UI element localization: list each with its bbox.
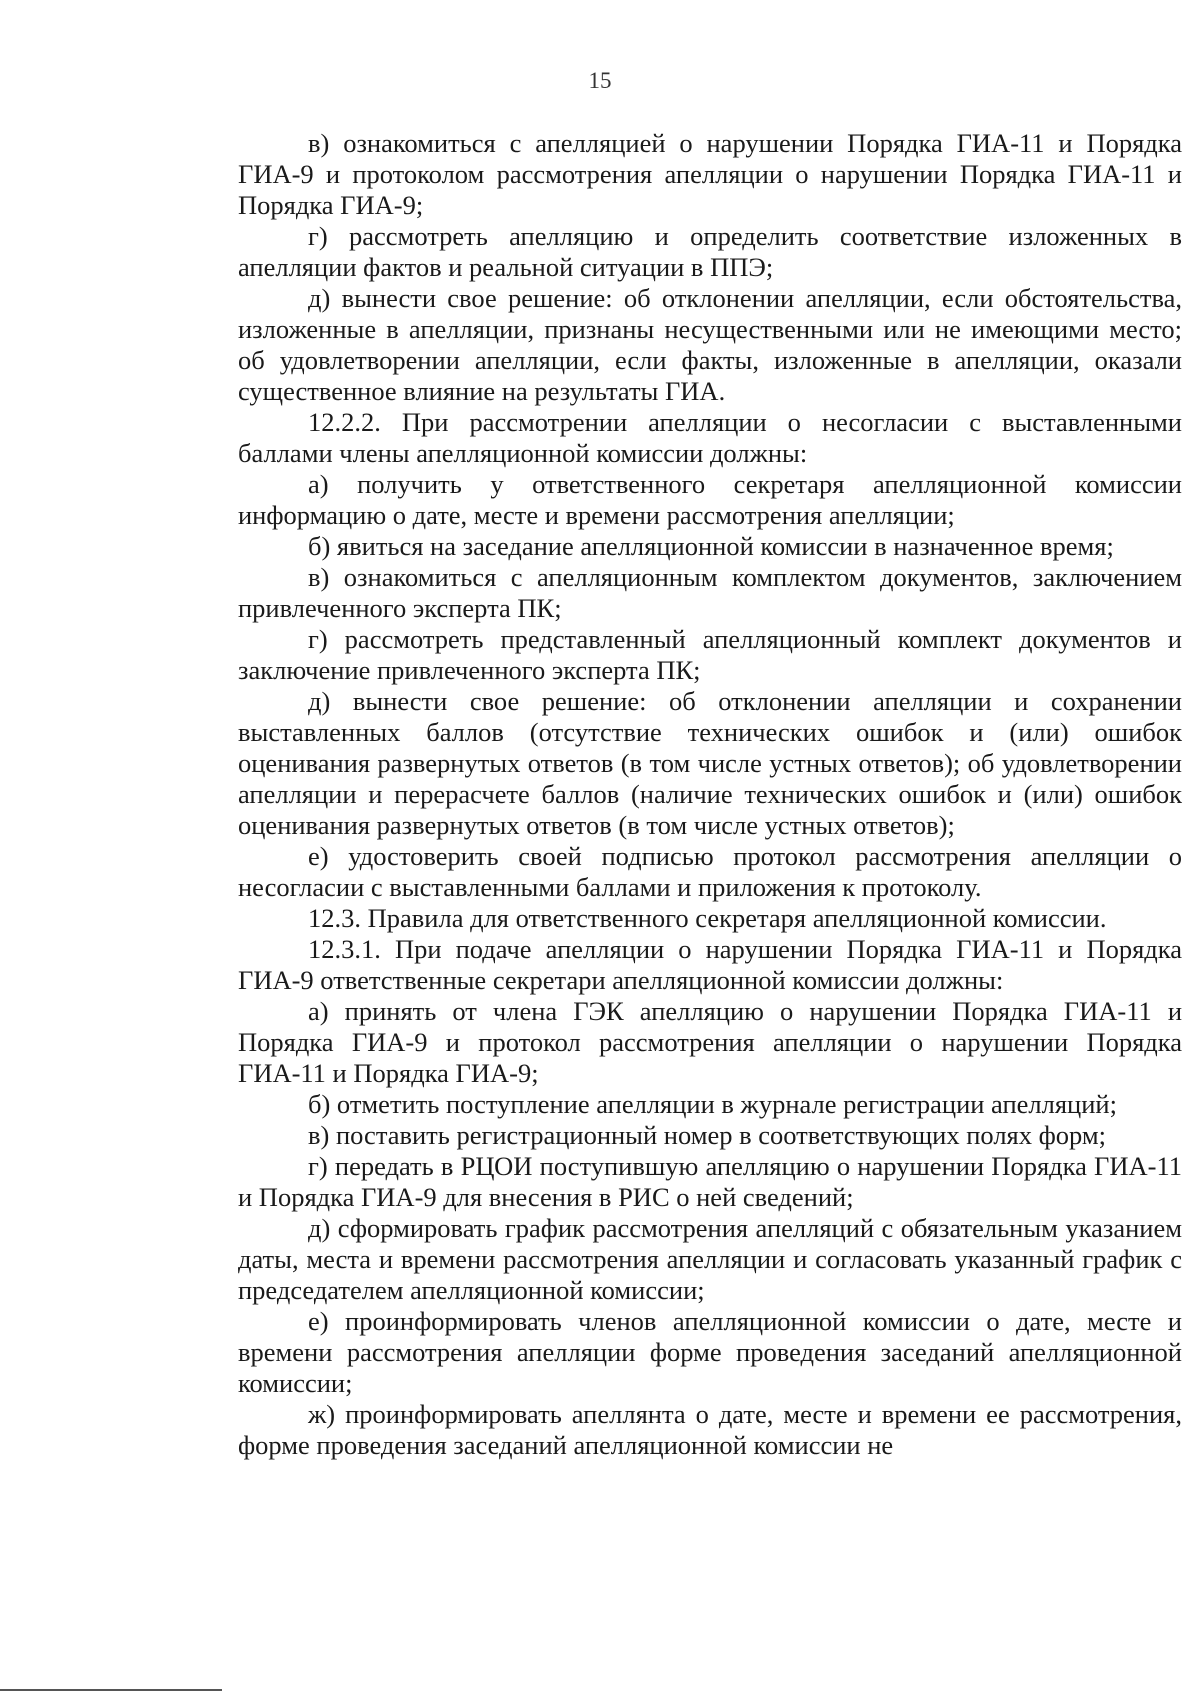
section-heading-12-2-2: 12.2.2. При рассмотрении апелляции о несогласии с выставленными баллами члены апелляционной комиссии должны: — [238, 407, 1182, 468]
paragraph: а) принять от члена ГЭК апелляцию о нарушении Порядка ГИА-11 и Порядка ГИА-9 и протокол рассмотрения апелляции о нарушении Порядка ГИА-11 и Порядка ГИА-9; — [238, 996, 1182, 1088]
paragraph: б) отметить поступление апелляции в журнале регистрации апелляций; — [308, 1089, 1117, 1119]
paragraph: в) ознакомиться с апелляционным комплектом документов, заключением привлеченного эксперта ПК; — [238, 562, 1182, 623]
section-heading-12-3: 12.3. Правила для ответственного секретаря апелляционной комиссии. — [308, 903, 1107, 933]
paragraph: г) рассмотреть апелляцию и определить соответствие изложенных в апелляции фактов и реальной ситуации в ППЭ; — [238, 221, 1182, 282]
paragraph: е) проинформировать членов апелляционной комиссии о дате, месте и времени рассмотрения апелляции форме проведения заседаний апелляционной комиссии; — [238, 1306, 1182, 1398]
footnote-separator — [0, 1689, 222, 1691]
paragraph: г) передать в РЦОИ поступившую апелляцию о нарушении Порядка ГИА-11 и Порядка ГИА-9 для внесения в РИС о ней сведений; — [238, 1151, 1182, 1212]
paragraph: е) удостоверить своей подписью протокол рассмотрения апелляции о несогласии с выставленными баллами и приложения к протоколу. — [238, 841, 1182, 902]
paragraph: г) рассмотреть представленный апелляционный комплект документов и заключение привлеченного эксперта ПК; — [238, 624, 1182, 685]
paragraph: в) поставить регистрационный номер в соответствующих полях форм; — [308, 1120, 1107, 1150]
paragraph: д) вынести свое решение: об отклонении апелляции, если обстоятельства, изложенные в апелляции, признаны несущественными или не имеющими место; об удовлетворении апелляции, если факты, изложенные в апелляции, оказали существенное влияние на результаты ГИА. — [238, 283, 1182, 406]
paragraph: ж) проинформировать апеллянта о дате, месте и времени ее рассмотрения, форме проведения заседаний апелляционной комиссии не — [238, 1399, 1182, 1460]
paragraph: д) сформировать график рассмотрения апелляций с обязательным указанием даты, места и времени рассмотрения апелляции и согласовать указанный график с председателем апелляционной комиссии; — [238, 1213, 1182, 1305]
section-heading-12-3-1: 12.3.1. При подаче апелляции о нарушении Порядка ГИА-11 и Порядка ГИА-9 ответственные секретари апелляционной комиссии должны: — [238, 934, 1182, 995]
paragraph: а) получить у ответственного секретаря апелляционной комиссии информацию о дате, месте и времени рассмотрения апелляции; — [238, 469, 1182, 530]
document-body — [238, 128, 1182, 1461]
paragraph: в) ознакомиться с апелляцией о нарушении Порядка ГИА-11 и Порядка ГИА-9 и протоколом рассмотрения апелляции о нарушении Порядка ГИА-11 и Порядка ГИА-9; — [238, 128, 1182, 220]
paragraph: б) явиться на заседание апелляционной комиссии в назначенное время; — [308, 531, 1114, 561]
page-number: 15 — [588, 68, 612, 93]
paragraph: д) вынести свое решение: об отклонении апелляции и сохранении выставленных баллов (отсутствие технических ошибок и (или) ошибок оценивания развернутых ответов (в том числе устных ответов); об удовлетворении апелляции и перерасчете баллов (наличие технических ошибок и (или) ошибок оценивания развернутых ответов (в том числе устных ответов); — [238, 686, 1182, 840]
